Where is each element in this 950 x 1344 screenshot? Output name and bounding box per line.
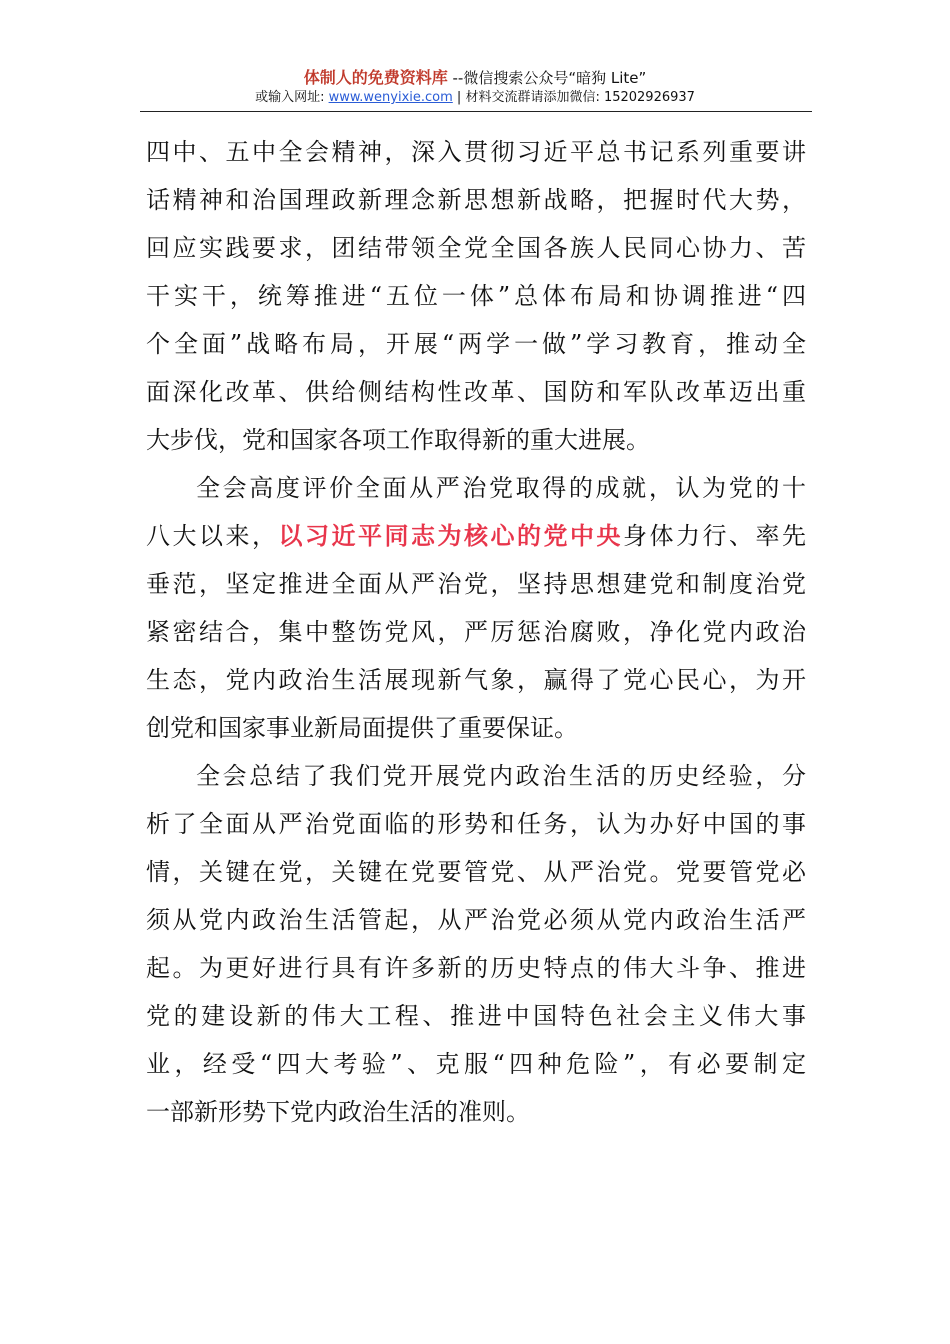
text-line: 须从党内政治生活管起，从严治党必须从党内政治生活严: [146, 906, 806, 934]
header-url-prefix: 或输入网址:: [255, 90, 329, 105]
text-line: 大步伐，党和国家各项工作取得新的重大进展。: [146, 426, 650, 454]
text-line: 业，经受“四大考验”、克服“四种危险”，有必要制定: [146, 1050, 806, 1078]
text-line: 一部新形势下党内政治生活的准则。: [146, 1098, 530, 1126]
header-subtitle: --微信搜索公众号“暗狗 Lite”: [447, 69, 647, 87]
text-line: 垂范，坚定推进全面从严治党，坚持思想建党和制度治党: [146, 570, 806, 598]
text-line: 紧密结合，集中整饬党风，严厉惩治腐败，净化党内政治: [146, 618, 806, 646]
header-title-line: [0, 68, 950, 88]
document-body: [146, 128, 806, 1136]
text-line: 话精神和治国理政新理念新思想新战略，把握时代大势，: [146, 186, 806, 214]
text-line: 生态，党内政治生活展现新气象，赢得了党心民心，为开: [146, 666, 806, 694]
text-line: 情，关键在党，关键在党要管党、从严治党。党要管党必: [146, 858, 806, 886]
highlighted-phrase: 以习近平同志为核心的党中央: [278, 521, 623, 550]
page-header: [0, 68, 950, 107]
text-segment: 身体力行、率先: [623, 522, 806, 550]
website-link[interactable]: www.wenyixie.com: [328, 90, 453, 105]
text-line-with-highlight: [146, 512, 806, 560]
header-brand: 体制人的免费资料库: [303, 68, 448, 87]
text-line: 面深化改革、供给侧结构性改革、国防和军队改革迈出重: [146, 378, 806, 406]
text-line: 全会高度评价全面从严治党取得的成就，认为党的十: [196, 474, 806, 502]
text-line: 个全面”战略布局，开展“两学一做”学习教育，推动全: [146, 330, 806, 358]
header-divider: [140, 111, 812, 112]
header-contact-line: [0, 89, 950, 107]
text-line: 创党和国家事业新局面提供了重要保证。: [146, 714, 578, 742]
text-line: 干实干，统筹推进“五位一体”总体布局和协调推进“四: [146, 282, 806, 310]
text-line: 党的建设新的伟大工程、推进中国特色社会主义伟大事: [146, 1002, 806, 1030]
text-line: 起。为更好进行具有许多新的历史特点的伟大斗争、推进: [146, 954, 806, 982]
text-line: 回应实践要求，团结带领全党全国各族人民同心协力、苦: [146, 234, 806, 262]
text-line: 析了全面从严治党面临的形势和任务，认为办好中国的事: [146, 810, 806, 838]
header-contact-suffix: | 材料交流群请添加微信: 15202926937: [452, 90, 695, 105]
text-line: 四中、五中全会精神，深入贯彻习近平总书记系列重要讲: [146, 138, 806, 166]
text-line: 全会总结了我们党开展党内政治生活的历史经验，分: [196, 762, 806, 790]
text-segment: 八大以来，: [146, 522, 279, 550]
